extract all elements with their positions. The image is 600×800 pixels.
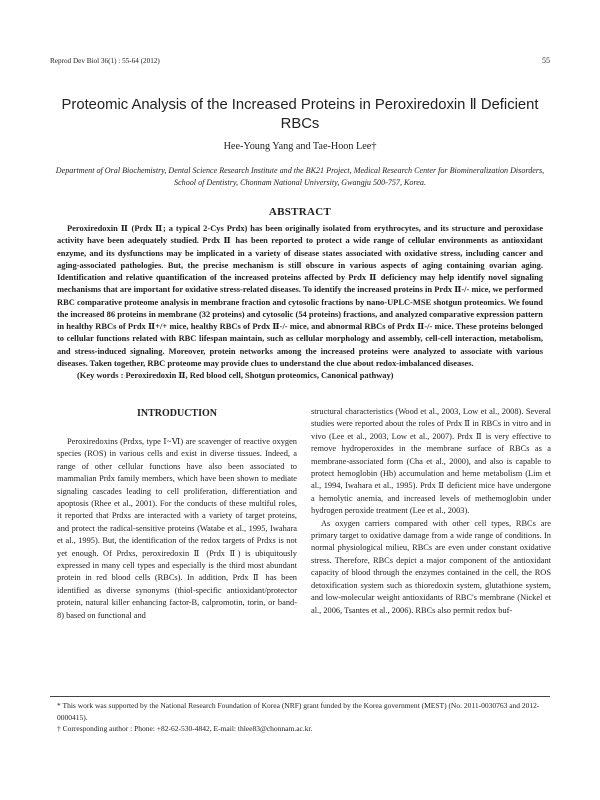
footnote-rule xyxy=(50,696,550,697)
journal-citation: Reprod Dev Biol 36(1) : 55-64 (2012) xyxy=(50,57,160,65)
intro-paragraph-2: structural characteristics (Wood et al., 2003, Low et al., 2008). Several studies were reported about the roles of Prdx Ⅱ in RBCs in vitro and in vivo (Lee et al., 2003, Low et al., 2007). Prdx Ⅱ is very effective to remove hydroperoxides in the membrane surface of RBCs as a membrane-associated form (Cha et al., 2000), and also is capable to protect hemoglobin (Hb) accumulation and heme metabolism (Lim et al., 1994, Iwahara et al., 1995). Prdx Ⅱ deficient mice have undergone a hemolytic anemia, and increased levels of methemoglobin under hydrogen peroxide treatment (Lee et al., 2003). xyxy=(311,407,551,516)
left-column xyxy=(57,436,297,622)
abstract-text: Peroxiredoxin Ⅱ (Prdx Ⅱ; a typical 2-Cys Prdx) has been originally isolated from erythrocytes, and its structure and peroxidase activity have been adequately studied. Prdx Ⅱ has been reported to protect a wide range of cellular environments as antioxidant enzyme, and its dysfunctions may be implicated in a variety of disease states associated with oxidative stress, including cancer and aging-associated pathologies. But, the precise mechanism is still obscure in various aspects of aging containing ovarian aging. Identification and relative quantification of the increased proteins affected by Prdx Ⅱ deficiency may help identify novel signaling mechanisms that are important for oxidative stress-related diseases. To identify the increased proteins in Prdx Ⅱ-/- mice, we performed RBC comparative proteome analysis in membrane fraction and cytosolic fractions by nano-UPLC-MSE shotgun proteomics. We found the increased 86 proteins in membrane (32 proteins) and cytosolic (54 proteins) fractions, and analyzed comparative expression pattern in healthy RBCs of Prdx Ⅱ+/+ mice, healthy RBCs of Prdx Ⅱ-/- mice, and abnormal RBCs of Prdx Ⅱ-/- mice. These proteins belonged to cellular functions related with RBC lifespan maintain, such as cellular morphology and assembly, cell-cell interaction, metabolism, and stress-induced signaling. Moreover, protein networks among the increased proteins were analyzed to associate with various diseases. Taken together, RBC proteome may provide clues to understand the clue about redox-imbalanced diseases. xyxy=(57,223,543,368)
right-column xyxy=(311,406,551,617)
funding-footnote: * This work was supported by the National Research Foundation of Korea (NRF) grant funded by the Korea government (MEST) (No. 2011-0030763 and 2012-0000415). xyxy=(57,701,540,722)
introduction-heading: INTRODUCTION xyxy=(136,408,217,419)
abstract-block xyxy=(57,222,543,381)
authors: Hee-Young Yang and Tae-Hoon Lee† xyxy=(223,141,377,152)
affiliation: Department of Oral Biochemistry, Dental Science Research Institute and the BK21 Project, Medical Research Center for Biomineralization Disorders, School of Dentistry, Chonnam National University, Gwangju 500-757, Korea. xyxy=(55,166,545,187)
paper-title: Proteomic Analysis of the Increased Proteins in Peroxiredoxin Ⅱ Deficient RBCs xyxy=(61,97,539,132)
footnotes xyxy=(57,700,543,735)
abstract-heading: ABSTRACT xyxy=(268,206,332,218)
intro-paragraph-3: As oxygen carriers compared with other cell types, RBCs are primary target to oxidative damage from a wide range of conditions. In normal physiological milieu, RBCs are even under constant oxidative stress. Therefore, RBCs depict a major component of the antioxidant capacity of blood through the enzymes contained in the cell, the ROS detoxification system such as thioredoxin system, glutathione system, and low-molecular weight antioxidants of RBC's membrane (Nickel et al., 2006, Tsantes et al., 2006). RBCs also permit redox buf- xyxy=(311,518,551,615)
keywords: (Key words : Peroxiredoxin Ⅱ, Red blood cell, Shotgun proteomics, Canonical pathway) xyxy=(77,370,394,380)
page-number: 55 xyxy=(542,56,550,65)
corresponding-footnote: † Corresponding author : Phone: +82-62-530-4842, E-mail: thlee83@chonnam.ac.kr. xyxy=(57,724,313,733)
intro-paragraph-1: Peroxiredoxins (Prdxs, type Ⅰ~Ⅵ) are scavenger of reactive oxygen species (ROS) in various cells and exist in diverse tissues. Indeed, a range of other cellular functions have also been associated to mammalian Prdx family members, which have been shown to mediate signaling cascades leading to cell proliferation, differentiation and apoptosis (Rhee et al., 2001). For the conducts of these multiful roles, it reported that Prdxs are interacted with a variety of target proteins, and protect the radical-sensitive proteins (Watabe et al., 1995, Iwahara et al., 1995). But, the identification of the redox targets of Prdxs is not yet enough. Of Prdxs, peroxiredoxin Ⅱ (Prdx Ⅱ) is ubiquitously expressed in many cell types and especially is the third most abundant protein in red blood cells (RBCs). In addition, Prdx Ⅱ has been identified as diverse synonyms (thiol-specific antioxidant/protector protein, natural killer enhancing factor-B, calpromotin, torin, or band-8) based on functional and xyxy=(57,437,297,620)
